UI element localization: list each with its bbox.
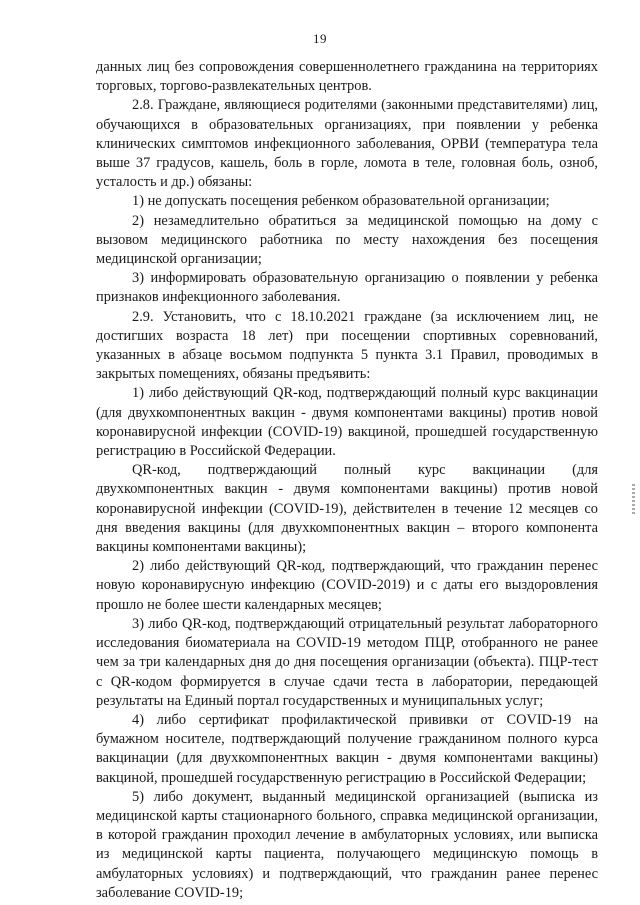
list-item-2-8-1: 1) не допускать посещения ребенком образовательной организации; bbox=[132, 193, 550, 210]
list-item-2-9-3: 3) либо QR-код, подтверждающий отрицательный результат лабораторного исследования биоматериала на COVID-19 методом ПЦР, отобранного не ранее чем за три календарных дня до дня посещения организации (объекта). ПЦР-тест с QR-кодом формируется в случае сдачи теста в лаборатории, передающей результаты на Единый портал государственных и муниципальных услуг; bbox=[96, 615, 598, 709]
paragraph-continuation: данных лиц без сопровождения совершеннолетнего гражданина на территориях торговых, торгово-развлекательных центров. bbox=[96, 59, 598, 95]
list-item-2-9-4: 4) либо сертификат профилактической прививки от COVID-19 на бумажном носителе, подтверждающий получение гражданином полного курса вакцинации (для двухкомпонентных вакцин - двумя компонентами вакцины) вакциной, прошедшей государственную регистрацию в Российской Федерации; bbox=[96, 711, 598, 786]
scan-margin-mark bbox=[632, 484, 635, 514]
list-item-2-9-2: 2) либо действующий QR-код, подтверждающий, что гражданин перенес новую коронавирусную инфекцию (COVID-2019) и с даты его выздоровления прошло не более шести календарных месяцев; bbox=[96, 558, 598, 613]
paragraph-2-8: 2.8. Граждане, являющиеся родителями (законными представителями) лиц, обучающихся в образовательных организациях, при появлении у ребенка клинических симптомов инфекционного заболевания, ОРВИ (температура тела выше 37 градусов, кашель, боль в горле, ломота в теле, головная боль, озноб, усталость и др.) обязаны: bbox=[96, 97, 598, 191]
list-item-2-9-5: 5) либо документ, выданный медицинской организацией (выписка из медицинской карты стационарного больного, справка медицинской организации, в которой гражданин проходил лечение в амбулаторных условиях, или выписка из медицинской карты пациента, получающего медицинскую помощь в амбулаторных условиях) и подтверждающий, что гражданин ранее перенес заболевание COVID-19; bbox=[96, 788, 598, 901]
list-item-2-9-1: 1) либо действующий QR-код, подтверждающий полный курс вакцинации (для двухкомпонентных вакцин - двумя компонентами вакцины) против новой коронавирусной инфекции (COVID-19) вакциной, прошедшей государственную регистрацию в Российской Федерации. bbox=[96, 385, 598, 460]
page-number: 19 bbox=[313, 31, 327, 46]
list-item-2-8-2: 2) незамедлительно обратиться за медицинской помощью на дому с вызовом медицинского работника по месту нахождения без посещения медицинской организации; bbox=[96, 212, 598, 268]
list-item-2-8-3: 3) информировать образовательную организацию о появлении у ребенка признаков инфекционного заболевания. bbox=[96, 270, 598, 306]
paragraph-2-9: 2.9. Установить, что с 18.10.2021 граждане (за исключением лиц, не достигших возраста 18 лет) при посещении спортивных соревнований, указанных в абзаце восьмом подпункта 5 пункта 3.1 Правил, проводимых в закрытых помещениях, обязаны предъявить: bbox=[96, 308, 598, 383]
paragraph-qr-validity: QR-код, подтверждающий полный курс вакцинации (для двухкомпонентных вакцин - двумя компонентами вакцины) против новой коронавирусной инфекции (COVID-19), действителен в течение 12 месяцев со дня введения вакцины (для двухкомпонентных вакцин – второго компонента вакцины компонентами вакцины); bbox=[96, 462, 598, 556]
document-body bbox=[96, 58, 598, 903]
